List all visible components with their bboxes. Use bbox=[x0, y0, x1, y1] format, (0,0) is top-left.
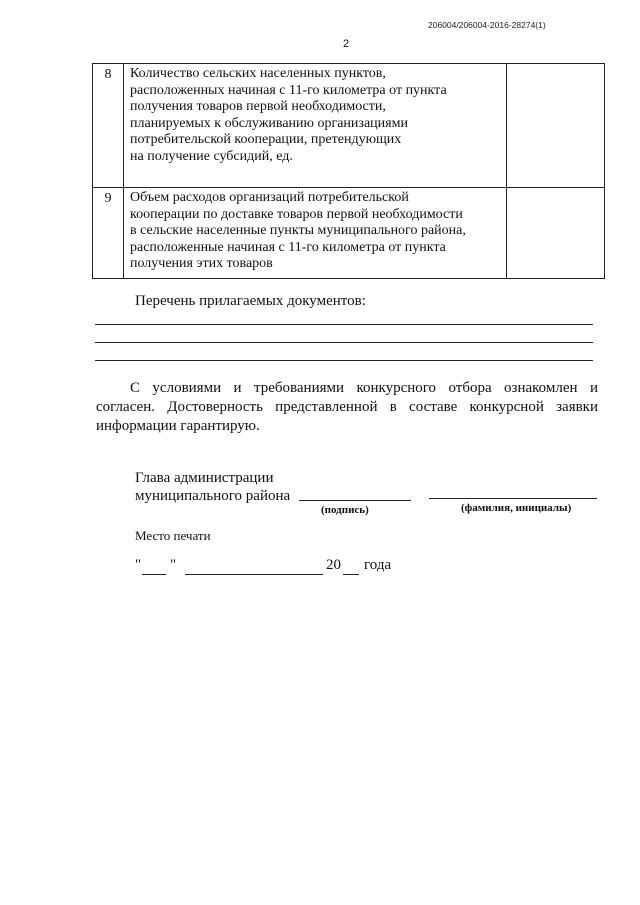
date-row bbox=[135, 557, 415, 577]
agreement-text: С условиями и требованиями конкурсного отбора ознакомлен и согласен. Достоверность представленной в составе конкурсной заявки информации гарантирую. bbox=[96, 380, 598, 434]
row-number: 8 bbox=[93, 64, 124, 188]
day-field[interactable] bbox=[142, 574, 166, 575]
name-caption: (фамилия, инициалы) bbox=[461, 502, 572, 514]
attachments-label: Перечень прилагаемых документов: bbox=[135, 293, 366, 309]
row-number: 9 bbox=[93, 188, 124, 279]
month-field[interactable] bbox=[185, 574, 323, 575]
attachments-line-2[interactable] bbox=[95, 342, 593, 343]
date-open-quote: " bbox=[135, 557, 142, 573]
row-value-cell[interactable] bbox=[507, 188, 605, 279]
year-prefix: 20 bbox=[326, 557, 341, 573]
agreement-paragraph bbox=[96, 379, 598, 436]
name-initials-field[interactable] bbox=[429, 498, 597, 499]
signatory-title bbox=[135, 469, 290, 505]
row-value-cell[interactable] bbox=[507, 64, 605, 188]
table-row bbox=[93, 64, 605, 188]
signatory-line-1: Глава администрации bbox=[135, 470, 274, 486]
document-id: 206004/206004-2016-28274(1) bbox=[428, 20, 546, 30]
table-row bbox=[93, 188, 605, 279]
attachments-line-1[interactable] bbox=[95, 324, 593, 325]
signature-field[interactable] bbox=[299, 500, 411, 501]
row-description: Объем расходов организаций потребительской кооперации по доставке товаров первой необходимости в сельские населенные пункты муниципального района, расположенные начиная с 11-го километра от пункта получения этих товаров bbox=[124, 188, 507, 279]
stamp-place-label: Место печати bbox=[135, 528, 211, 543]
date-close-quote: " bbox=[170, 557, 177, 573]
year-field[interactable] bbox=[343, 574, 359, 575]
signature-caption: (подпись) bbox=[321, 504, 369, 516]
row-description: Количество сельских населенных пунктов, расположенных начиная с 11-го километра от пункта получения товаров первой необходимости, планируемых к обслуживанию организациями потребительской кооперации, претендующих на получение субсидий, ед. bbox=[124, 64, 507, 188]
signatory-line-2: муниципального района bbox=[135, 488, 291, 504]
attachments-line-3[interactable] bbox=[95, 360, 593, 361]
year-suffix: года bbox=[364, 557, 392, 573]
page-number: 2 bbox=[343, 38, 350, 50]
indicators-table bbox=[92, 63, 605, 279]
